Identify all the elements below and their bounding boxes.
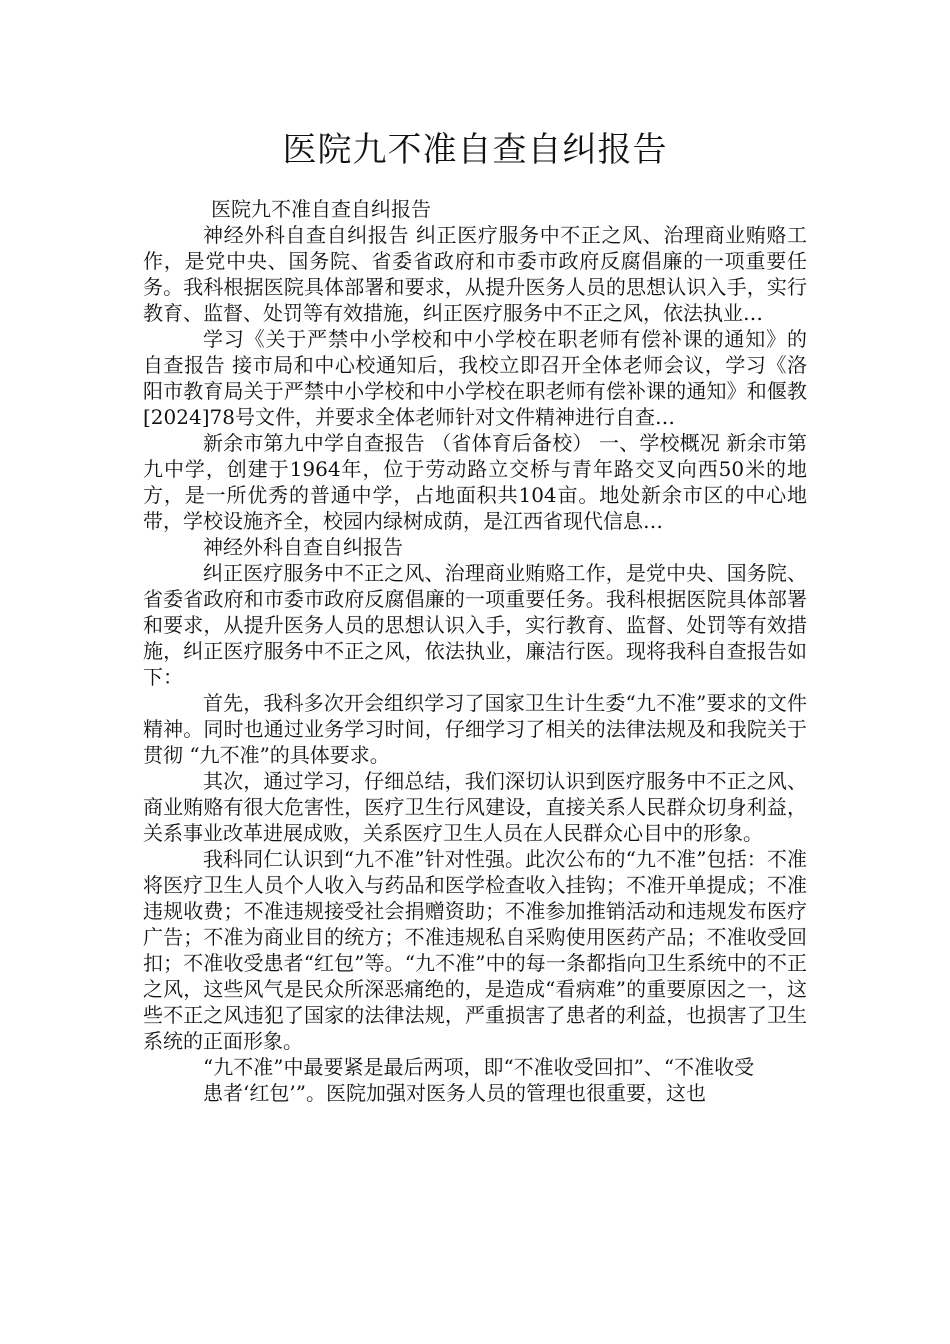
document-title: 医院九不准自查自纠报告	[282, 130, 668, 170]
paragraph-second: 其次，通过学习，仔细总结，我们深切认识到医疗服务中不正之风、商业贿赂有很大危害性，医疗卫生行风建设，直接关系人民群众切身利益，关系事业改革进展成败，关系医疗卫生人员在人民群众心目中的形象。	[143, 769, 807, 845]
paragraph-tutoring-summary: 学习《关于严禁中小学校和中小学校在职老师有偿补课的通知》的 自查报告 接市局和中心校通知后，我校立即召开全体老师会议，学习《洛阳市教育局关于严禁中小学校和中小学校在职老师有偿补课的通知》和偃教[2024]78号文件，并要求全体老师针对文件精神进行自查…	[143, 327, 807, 429]
paragraph-school-summary: 新余市第九中学自查报告 （省体育后备校） 一、学校概况 新余市第九中学，创建于1964年，位于劳动路立交桥与青年路交叉向西50米的地方，是一所优秀的普通中学，占地面积共104亩。地处新余市区的中心地带，学校设施齐全，校园内绿树成荫，是江西省现代信息…	[143, 431, 807, 533]
paragraph-intro: 纠正医疗服务中不正之风、治理商业贿赂工作，是党中央、国务院、省委省政府和市委市政府反腐倡廉的一项重要任务。我科根据医院具体部署和要求，从提升医务人员的思想认识入手，实行教育、监督、处罚等有效措施，纠正医疗服务中不正之风，依法执业，廉洁行医。现将我科自查报告如下：	[143, 561, 807, 689]
section-heading-neurosurgery: 神经外科自查自纠报告	[203, 535, 403, 559]
paragraph-nine-rules: 我科同仁认识到“九不准”针对性强。此次公布的“九不准”包括：不准将医疗卫生人员个人收入与药品和医学检查收入挂钩；不准开单提成；不准违规收费；不准违规接受社会捐赠资助；不准参加推销活动和违规发布医疗广告；不准为商业目的统方；不准违规私自采购使用医药产品；不准收受回扣；不准收受患者“红包”等。“九不准”中的每一条都指向卫生系统中的不正之风，这些风气是民众所深恶痛绝的，是造成“看病难”的重要原因之一，这些不正之风违犯了国家的法律法规，严重损害了患者的利益，也损害了卫生系统的正面形象。	[143, 847, 807, 1053]
paragraph-first: 首先，我科多次开会组织学习了国家卫生计生委“九不准”要求的文件精神。同时也通过业务学习时间，仔细学习了相关的法律法规及和我院关于贯彻 “九不准”的具体要求。	[143, 691, 807, 767]
paragraph-key-rules: “九不准”中最要紧是最后两项，即“不准收受回扣”、“不准收受	[203, 1055, 755, 1079]
document-body	[143, 196, 807, 1106]
paragraph-continuation: 患者‘红包’”。医院加强对医务人员的管理也很重要，这也	[203, 1081, 706, 1105]
document-subtitle: 医院九不准自查自纠报告	[211, 197, 431, 221]
paragraph-neurosurgery-summary: 神经外科自查自纠报告 纠正医疗服务中不正之风、治理商业贿赂工作，是党中央、国务院、省委省政府和市委市政府反腐倡廉的一项重要任务。我科根据医院具体部署和要求，从提升医务人员的思想认识入手，实行教育、监督、处罚等有效措施，纠正医疗服务中不正之风，依法执业…	[143, 223, 807, 325]
